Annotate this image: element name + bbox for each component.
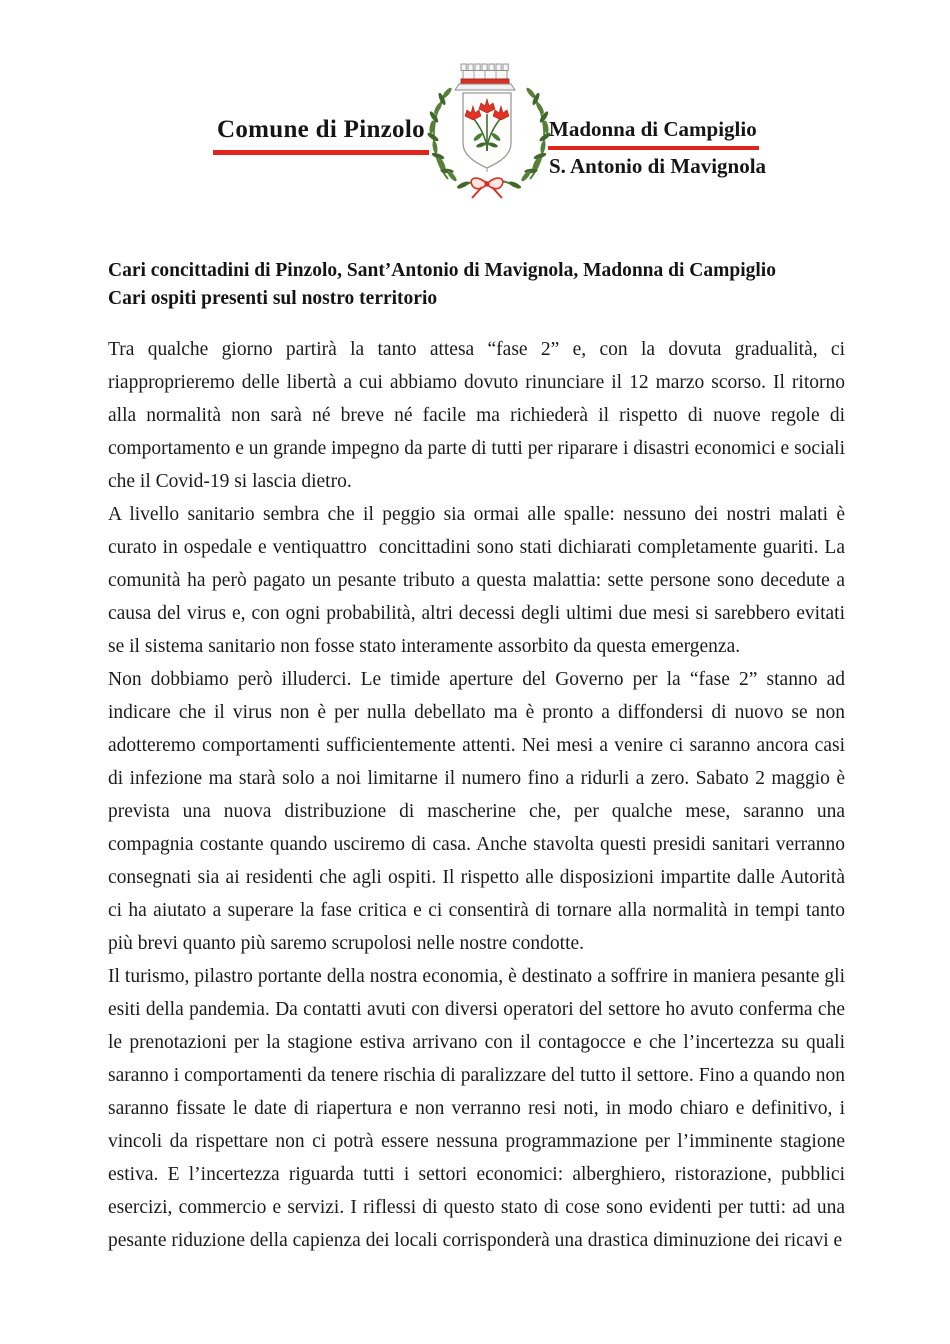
letterhead-left [213, 116, 429, 155]
salutation-line-2: Cari ospiti presenti sul nostro territorio [108, 287, 438, 309]
paragraph-mascherine: Non dobbiamo però illuderci. Le timide aperture del Governo per la “fase 2” stanno ad indicare che il virus non è per nulla debellato ma è pronto a diffondersi di nuovo se non adotteremo comportamenti sufficientemente attenti. Nei mesi a venire ci saranno ancora casi di infezione ma starà solo a noi limitarne il numero fino a ridurli a zero. Sabato 2 maggio è prevista una nuova distribuzione di mascherine che, per qualche mese, saranno una compagnia costante quando usciremo di casa. Anche stavolta questi presidi sanitari verranno consegnati sia ai residenti che agli ospiti. Il rispetto alle disposizioni impartite dalle Autorità ci ha aiutato a superare la fase critica e ci consentirà di tornare alla normalità in tempi tanto più brevi quanto più saremo scrupolosi nelle nostre condotte. [108, 669, 845, 955]
ribbon-bow-icon [471, 178, 503, 198]
paragraph-fase2: Tra qualche giorno partirà la tanto attesa “fase 2” e, con la dovuta gradualità, ci riapproprieremo delle libertà a cui abbiamo dovuto rinunciare il 12 marzo scorso. Il ritorno alla normalità non sarà né breve né facile ma richiederà il rispetto di nuove regole di comportamento e un grande impegno da parte di tutti per riparare i disastri economici e sociali che il Covid-19 si lascia dietro. [108, 339, 845, 493]
frazione-title-campiglio: Madonna di Campiglio [548, 117, 759, 150]
salutation-line-1: Cari concittadini di Pinzolo, Sant’Antonio di Mavignola, Madonna di Campiglio [108, 260, 776, 281]
frazione-title-mavignola: S. Antonio di Mavignola [549, 154, 767, 178]
paragraph-sanitario: A livello sanitario sembra che il peggio sia ormai alle spalle: nessuno dei nostri malati è curato in ospedale e ventiquattro concittadini sono stati dichiarati completamente guariti. La comunità ha però pagato un pesante tributo a questa malattia: sette persone sono decedute a causa del virus e, con ogni probabilità, altri decessi degli ultimi due mesi si sarebbero evitati se il sistema sanitario non fosse stato interamente assorbito da questa emergenza. [108, 504, 845, 658]
laurel-wreath-left [426, 86, 458, 182]
letter-paragraphs [108, 333, 845, 1257]
salutation [108, 257, 845, 312]
comune-title: Comune di Pinzolo [213, 116, 429, 155]
mural-crown [455, 64, 515, 90]
letter-body [108, 257, 845, 1257]
paragraph-turismo: Il turismo, pilastro portante della nostra economia, è destinato a soffrire in maniera pesante gli esiti della pandemia. Da contatti avuti con diversi operatori del settore ho avuto conferma che le prenotazioni per la stagione estiva arrivano con il contagocce e che l’incertezza su quali saranno i comportamenti da tenere rischia di paralizzare del tutto il settore. Fino a quando non saranno fissate le date di riapertura e non verranno resi noti, in modo chiaro e definitivo, i vincoli da rispettare non ci potrà essere nessuna programmazione per l’imminente stagione estiva. E l’incertezza riguarda tutti i settori economici: alberghiero, ristorazione, pubblici esercizi, commercio e servizi. I riflessi di questo stato di cose sono evidenti per tutti: ad una pesante riduzione della capienza dei locali corrisponderà una drastica diminuzione dei ricavi e [108, 966, 845, 1252]
pinzolo-coat-of-arms-icon [421, 57, 557, 205]
letterhead-right [548, 117, 808, 179]
laurel-wreath-right [520, 86, 552, 182]
